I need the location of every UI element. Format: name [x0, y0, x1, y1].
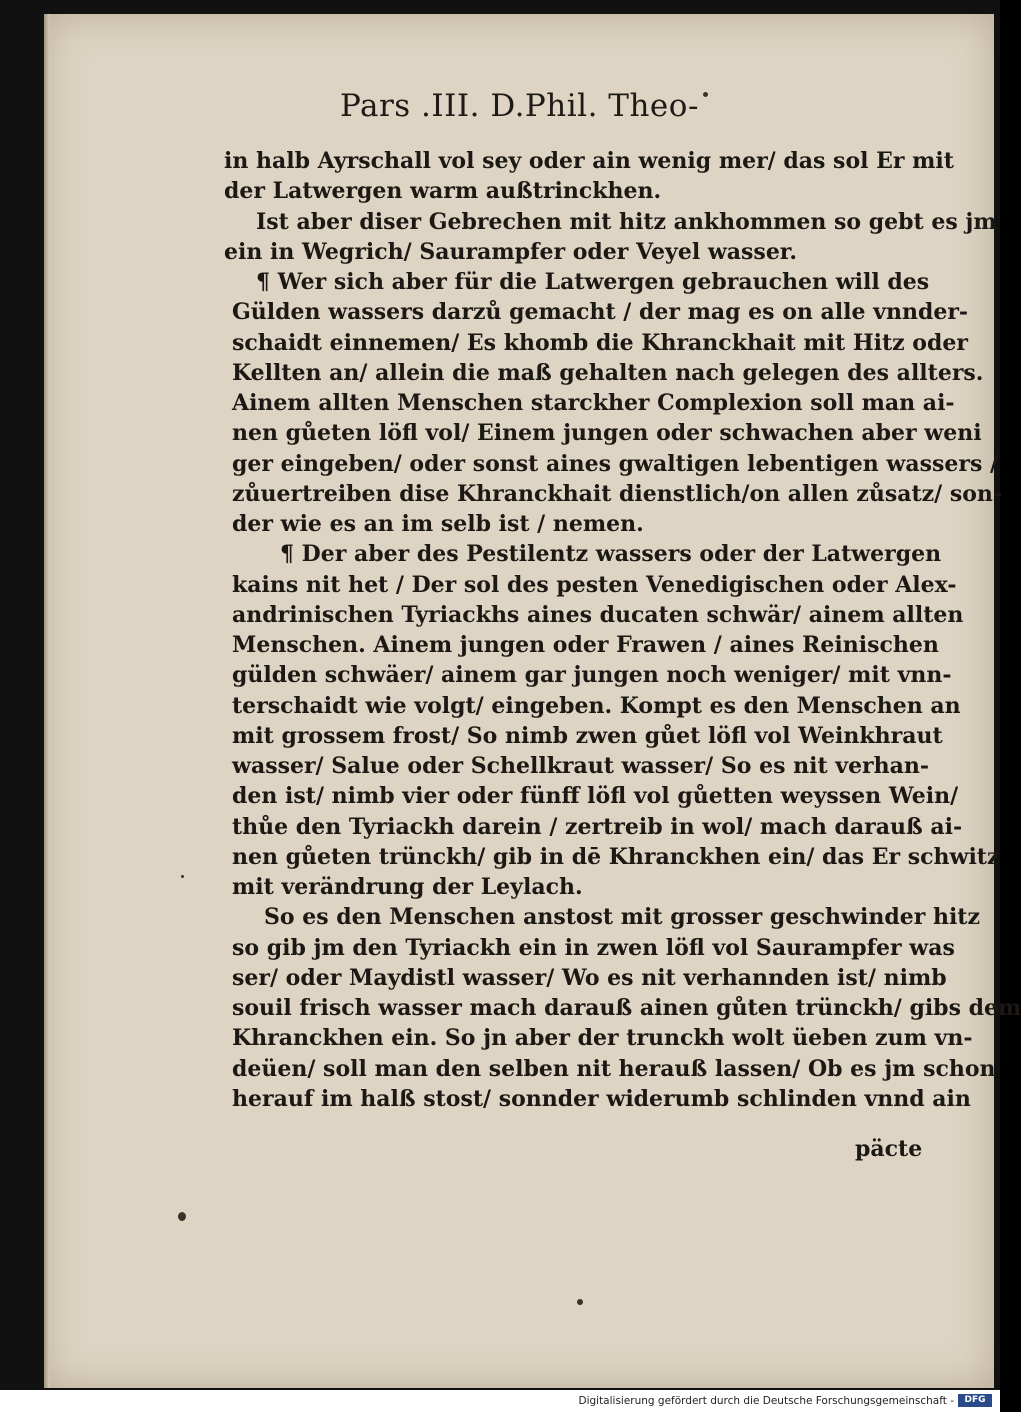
text-line: der wie es an im selb ist / nemen. [232, 511, 644, 537]
text-line: Menschen. Ainem jungen oder Frawen / aines Reinischen [232, 632, 939, 658]
body-text [180, 146, 1021, 1114]
text-line: kains nit het / Der sol des pesten Venedigischen oder Alex- [232, 571, 957, 598]
text-line: in halb Ayrschall vol sey oder ain wenig mer/ das sol Er mit [224, 148, 954, 174]
text-line: ger eingeben/ oder sonst aines gwaltigen lebentigen wassers / [232, 450, 999, 477]
text-line: nen gůeten trünckh/ gib in dē Khranckhen ein/ das Er schwitz [232, 843, 1000, 870]
funding-credit: Digitalisierung gefördert durch die Deutsche Forschungsgemeinschaft - [578, 1395, 954, 1407]
digitization-footer [0, 1390, 1000, 1412]
text-line: Gülden wassers darzů gemacht / der mag es on alle vnnder- [232, 299, 969, 326]
text-line: schaidt einnemen/ Es khomb die Khranckhait mit Hitz oder [232, 329, 968, 356]
text-line: so gib jm den Tyriackh ein in zwen löfl vol Saurampfer was [232, 934, 955, 961]
text-line: mit verändrung der Leylach. [232, 874, 583, 900]
text-line: der Latwergen warm außtrinckhen. [224, 178, 662, 205]
text-line: mit grossem frost/ So nimb zwen gůet löfl vol Weinkhraut [232, 722, 943, 749]
dfg-logo: DFG [958, 1394, 992, 1407]
text-line: andrinischen Tyriackhs aines ducaten schwär/ ainem allten [232, 601, 964, 628]
paper-speck [178, 1212, 186, 1221]
text-line: herauf im halß stost/ sonnder widerumb schlinden vnnd ain [232, 1085, 971, 1112]
text-line: ¶ Der aber des Pestilentz wassers oder der Latwergen [280, 541, 942, 568]
catchword: päcte [855, 1136, 923, 1162]
text-line: ¶ Wer sich aber für die Latwergen gebrauchen will des [256, 269, 930, 295]
text-line: Khranckhen ein. So jn aber der trunckh wolt üeben zum vn- [232, 1025, 973, 1052]
text-line: zůuertreiben dise Khranckhait dienstlich/on allen zůsatz/ son- [232, 480, 1003, 507]
text-line: Ainem allten Menschen starckher Complexion soll man ai- [232, 390, 955, 416]
running-head: Pars .III. D.Phil. Theo- [340, 88, 699, 124]
text-line: ser/ oder Maydistl wasser/ Wo es nit verhannden ist/ nimb [232, 964, 947, 991]
text-line: So es den Menschen anstost mit grosser geschwinder hitz [264, 904, 980, 931]
text-line: souil frisch wasser mach darauß ainen gůten trünckh/ gibs dem [232, 995, 1021, 1021]
text-line: Ist aber diser Gebrechen mit hitz ankhommen so gebt es jm [256, 208, 997, 235]
text-line: Kellten an/ allein die maß gehalten nach gelegen des allters. [232, 359, 984, 386]
text-line: gülden schwäer/ ainem gar jungen noch weniger/ mit vnn- [232, 662, 952, 689]
paper-speck [577, 1299, 583, 1305]
text-line: thůe den Tyriackh darein / zertreib in wol/ mach darauß ai- [232, 813, 963, 840]
text-line: den ist/ nimb vier oder fünff löfl vol gůetten weyssen Wein/ [232, 783, 959, 810]
page-binding-edge [44, 14, 50, 1388]
paper-speck [703, 92, 708, 97]
paper-speck [181, 875, 184, 878]
text-line: terschaidt wie volgt/ eingeben. Kompt es den Menschen an [232, 692, 961, 719]
text-line: deüen/ soll man den selben nit herauß lassen/ Ob es jm schon [232, 1055, 996, 1082]
text-line: ein in Wegrich/ Saurampfer oder Veyel wasser. [224, 238, 798, 265]
text-line: nen gůeten löfl vol/ Einem jungen oder schwachen aber weni [232, 420, 982, 447]
text-line: wasser/ Salue oder Schellkraut wasser/ So es nit verhan- [232, 753, 930, 779]
